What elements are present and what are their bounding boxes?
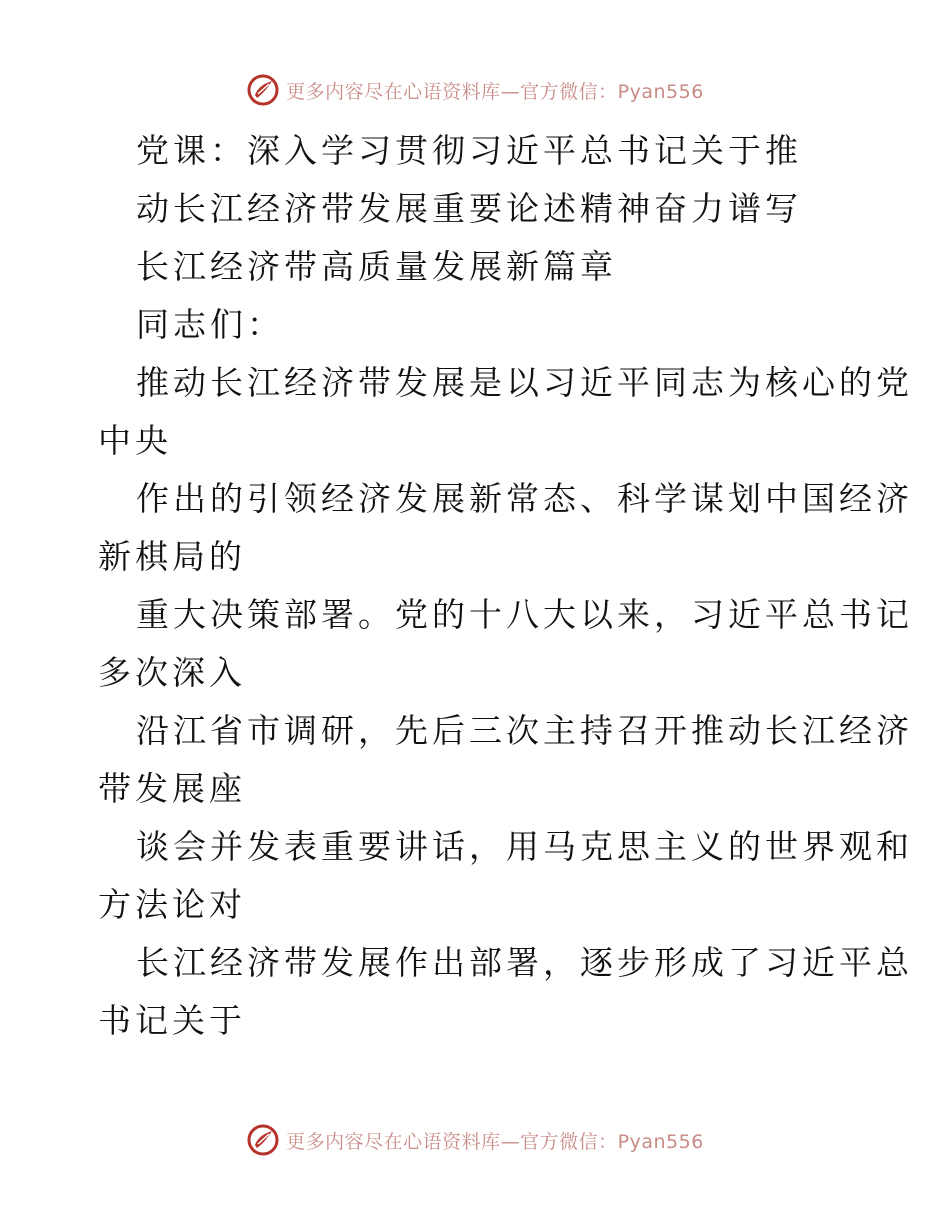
salutation: 同志们：	[136, 305, 284, 344]
watermark-wechat: 官方微信：Pyan556	[520, 1130, 704, 1153]
paragraph-line: 多次深入	[98, 653, 246, 692]
paragraph-line: 谈会并发表重要讲话，用马克思主义的世界观和	[136, 827, 913, 866]
watermark-separator: —	[500, 1130, 521, 1153]
watermark-text	[286, 77, 704, 104]
document-body	[98, 122, 913, 1050]
watermark-text	[286, 1127, 704, 1154]
paragraph-line: 推动长江经济带发展是以习近平同志为核心的党	[136, 363, 913, 402]
watermark-wechat: 官方微信：Pyan556	[520, 80, 704, 103]
paragraph-line: 书记关于	[98, 1001, 246, 1040]
watermark-brand: 更多内容尽在心语资料库	[286, 80, 501, 103]
brand-logo-icon	[246, 73, 280, 107]
brand-logo-icon	[246, 1123, 280, 1157]
paragraph-line: 带发展座	[98, 769, 246, 808]
footer-watermark	[0, 1120, 950, 1160]
paragraph-line: 重大决策部署。党的十八大以来，习近平总书记	[136, 595, 913, 634]
paragraph-line: 新棋局的	[98, 537, 246, 576]
title-line: 党课：深入学习贯彻习近平总书记关于推	[136, 131, 802, 170]
title-line: 长江经济带高质量发展新篇章	[136, 247, 617, 286]
paragraph-line: 作出的引领经济发展新常态、科学谋划中国经济	[136, 479, 913, 518]
paragraph-line: 中央	[98, 421, 172, 460]
header-watermark	[0, 70, 950, 110]
watermark-brand: 更多内容尽在心语资料库	[286, 1130, 501, 1153]
watermark-separator: —	[500, 80, 521, 103]
paragraph-line: 长江经济带发展作出部署，逐步形成了习近平总	[136, 943, 913, 982]
title-line: 动长江经济带发展重要论述精神奋力谱写	[136, 189, 802, 228]
paragraph-line: 沿江省市调研，先后三次主持召开推动长江经济	[136, 711, 913, 750]
paragraph-line: 方法论对	[98, 885, 246, 924]
